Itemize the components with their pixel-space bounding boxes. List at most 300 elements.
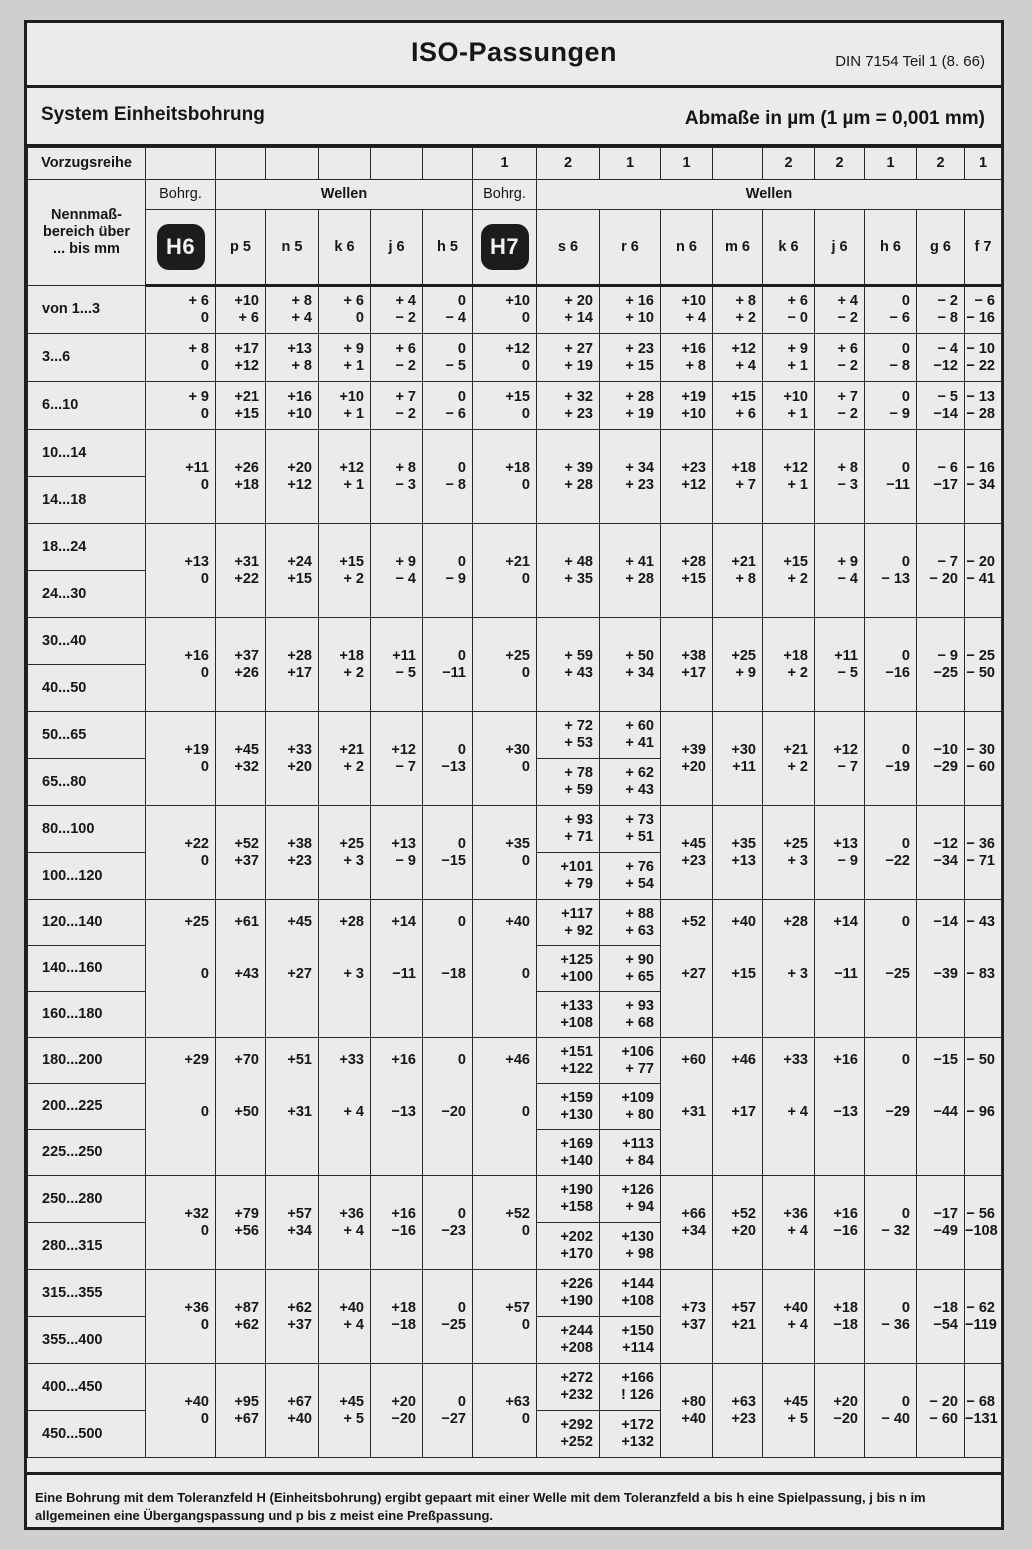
upper-deviation: +21 [783, 741, 808, 758]
upper-deviation: +21 [505, 553, 530, 570]
range-label: 40...50 [28, 665, 146, 712]
lower-deviation: −39 [933, 965, 958, 982]
deviation-cell [537, 992, 600, 1038]
deviation-cell [600, 806, 661, 853]
lower-deviation: − 4 [445, 310, 466, 326]
upper-deviation: +12 [339, 459, 364, 476]
upper-deviation: + 6 [395, 340, 416, 357]
upper-deviation: +15 [783, 553, 808, 570]
lower-deviation: + 43 [564, 664, 593, 681]
title-bar [27, 23, 1001, 88]
lower-deviation: − 5 [445, 357, 466, 374]
deviation-cell [319, 1270, 371, 1364]
deviation-cell [423, 382, 473, 430]
deviation-cell [965, 1038, 1002, 1084]
lower-deviation: + 2 [343, 758, 364, 775]
lower-deviation: −16 [391, 1222, 416, 1239]
deviation-cell [865, 430, 917, 524]
upper-deviation: + 93 [564, 812, 593, 828]
deviation-cell [537, 286, 600, 334]
lower-deviation: −13 [441, 758, 466, 775]
deviation-cell [713, 1084, 763, 1176]
bohrung-label-h7: Bohrg. [473, 180, 537, 210]
lower-deviation: + 28 [625, 570, 654, 587]
lower-deviation: −20 [833, 1410, 858, 1427]
deviation-cell [319, 946, 371, 1038]
deviation-cell [537, 1223, 600, 1270]
deviation-cell [917, 1364, 965, 1458]
table-row [28, 1270, 1002, 1317]
vorzugsreihe-cell: 1 [661, 148, 713, 180]
lower-deviation: + 1 [343, 476, 364, 493]
page-title: ISO-Passungen [410, 37, 618, 67]
range-label: 80...100 [28, 806, 146, 853]
lower-deviation: + 54 [625, 876, 654, 892]
lower-deviation: + 77 [625, 1060, 654, 1077]
deviation-cell [815, 382, 865, 430]
upper-deviation: − 10 [966, 340, 995, 357]
upper-deviation: 0 [457, 1052, 466, 1069]
upper-deviation: −15 [933, 1052, 958, 1069]
table-row [28, 900, 1002, 946]
upper-deviation: − 6 [937, 459, 958, 476]
deviation-cell [763, 618, 815, 712]
deviation-cell [815, 334, 865, 382]
lower-deviation: −12 [933, 357, 958, 374]
lower-deviation: +158 [560, 1199, 593, 1215]
deviation-cell [216, 334, 266, 382]
upper-deviation: + 34 [625, 459, 654, 476]
lower-deviation: + 15 [625, 357, 654, 374]
upper-deviation: +159 [560, 1089, 593, 1106]
deviation-cell [537, 806, 600, 853]
upper-deviation: +35 [731, 835, 756, 852]
deviation-cell [600, 1411, 661, 1458]
lower-deviation: −16 [885, 664, 910, 681]
lower-deviation: −27 [441, 1410, 466, 1427]
vorzugsreihe-cell: 1 [865, 148, 917, 180]
group-header-row [28, 180, 1002, 210]
deviation-cell [713, 382, 763, 430]
deviation-cell [600, 1084, 661, 1130]
deviation-cell [763, 1176, 815, 1270]
deviation-cell [371, 1270, 423, 1364]
deviation-cell [266, 1176, 319, 1270]
deviation-cell [473, 382, 537, 430]
lower-deviation: −17 [933, 476, 958, 493]
vorzugsreihe-cell: 2 [917, 148, 965, 180]
upper-deviation: +18 [339, 647, 364, 664]
deviation-cell [661, 334, 713, 382]
lower-deviation: + 4 [787, 1316, 808, 1333]
deviation-cell [216, 618, 266, 712]
deviation-cell [965, 334, 1002, 382]
upper-deviation: + 8 [395, 459, 416, 476]
upper-deviation: +18 [505, 459, 530, 476]
deviation-cell [146, 524, 216, 618]
upper-deviation: +15 [731, 388, 756, 405]
upper-deviation: 0 [457, 647, 466, 664]
upper-deviation: +16 [184, 647, 209, 664]
upper-deviation: +26 [234, 459, 259, 476]
deviation-cell [661, 900, 713, 946]
deviation-cell [865, 806, 917, 900]
table-row [28, 806, 1002, 853]
lower-deviation: − 2 [395, 357, 416, 374]
lower-deviation: + 2 [787, 664, 808, 681]
deviation-cell [661, 712, 713, 806]
deviation-cell [473, 1176, 537, 1270]
range-label: 200...225 [28, 1084, 146, 1130]
deviation-cell [319, 286, 371, 334]
deviation-cell [965, 1084, 1002, 1176]
deviation-cell [266, 946, 319, 1038]
lower-deviation: − 32 [881, 1222, 910, 1239]
vorzugsreihe-cell [423, 148, 473, 180]
lower-deviation: 0 [521, 1410, 530, 1427]
upper-deviation: +40 [184, 1393, 209, 1410]
bohrung-label-h6: Bohrg. [146, 180, 216, 210]
deviation-cell [917, 806, 965, 900]
lower-deviation: 0 [521, 1222, 530, 1239]
upper-deviation: +25 [783, 835, 808, 852]
upper-deviation: 0 [457, 388, 466, 405]
upper-deviation: +40 [505, 914, 530, 931]
range-label: 160...180 [28, 992, 146, 1038]
range-label: 140...160 [28, 946, 146, 992]
upper-deviation: +28 [339, 914, 364, 931]
vorzugsreihe-cell: 2 [815, 148, 865, 180]
lower-deviation: −11 [886, 476, 910, 493]
deviation-cell [371, 430, 423, 524]
lower-deviation: −25 [885, 965, 910, 982]
upper-deviation: +244 [560, 1323, 593, 1339]
shaft-header: p 5 [216, 210, 266, 286]
lower-deviation: +23 [681, 852, 706, 869]
deviation-cell [865, 1270, 917, 1364]
upper-deviation: +292 [560, 1417, 593, 1433]
upper-deviation: +15 [505, 388, 530, 405]
lower-deviation: −29 [885, 1103, 910, 1120]
upper-deviation: +101 [560, 859, 593, 875]
deviation-cell [600, 1270, 661, 1317]
deviation-cell [423, 430, 473, 524]
deviation-cell [423, 806, 473, 900]
upper-deviation: +45 [681, 835, 706, 852]
deviation-cell [216, 286, 266, 334]
deviation-cell [473, 1364, 537, 1458]
upper-deviation: 0 [901, 647, 910, 664]
range-label: 280...315 [28, 1223, 146, 1270]
lower-deviation: + 1 [343, 405, 364, 422]
upper-deviation: +73 [681, 1299, 706, 1316]
upper-deviation: +28 [783, 914, 808, 931]
lower-deviation: − 9 [837, 852, 858, 869]
lower-deviation: 0 [521, 965, 530, 982]
upper-deviation: +28 [287, 647, 312, 664]
deviation-cell [600, 946, 661, 992]
lower-deviation: + 28 [564, 476, 593, 493]
upper-deviation: +32 [184, 1205, 209, 1222]
shaft-header: s 6 [537, 210, 600, 286]
upper-deviation: +16 [833, 1205, 858, 1222]
upper-deviation: − 56 [966, 1205, 995, 1222]
deviation-cell [763, 430, 815, 524]
range-label: 180...200 [28, 1038, 146, 1084]
table-row [28, 524, 1002, 571]
lower-deviation: + 80 [625, 1106, 654, 1123]
upper-deviation: +57 [505, 1299, 530, 1316]
hole-h6-badge: H6 [157, 224, 205, 270]
deviation-cell [266, 712, 319, 806]
lower-deviation: + 8 [291, 357, 312, 374]
deviation-cell [763, 334, 815, 382]
upper-deviation: 0 [457, 459, 466, 476]
lower-deviation: +67 [234, 1410, 259, 1427]
upper-deviation: +190 [560, 1182, 593, 1198]
deviation-cell [537, 900, 600, 946]
lower-deviation: +23 [287, 852, 312, 869]
lower-deviation: +40 [681, 1410, 706, 1427]
deviation-cell [146, 806, 216, 900]
deviation-cell [423, 618, 473, 712]
deviation-cell [763, 712, 815, 806]
lower-deviation: + 63 [625, 922, 654, 939]
deviation-cell [661, 1364, 713, 1458]
lower-deviation: −131 [965, 1410, 998, 1427]
deviation-cell [146, 1084, 216, 1176]
upper-deviation: − 16 [966, 459, 995, 476]
upper-deviation: 0 [901, 835, 910, 852]
lower-deviation: +132 [621, 1434, 654, 1450]
upper-deviation: +38 [681, 647, 706, 664]
upper-deviation: +10 [234, 293, 259, 309]
deviation-cell [319, 618, 371, 712]
wellen-label-h6: Wellen [216, 180, 473, 210]
deviation-cell [216, 1176, 266, 1270]
upper-deviation: +33 [783, 1052, 808, 1069]
lower-deviation: − 50 [966, 664, 995, 681]
deviation-cell [917, 524, 965, 618]
range-label: 65...80 [28, 759, 146, 806]
deviation-cell [965, 382, 1002, 430]
deviation-cell [713, 1364, 763, 1458]
range-label: 30...40 [28, 618, 146, 665]
deviation-cell [266, 1364, 319, 1458]
deviation-cell [815, 524, 865, 618]
vorzugsreihe-cell [319, 148, 371, 180]
deviation-cell [815, 1176, 865, 1270]
deviation-cell [216, 900, 266, 946]
lower-deviation: + 2 [787, 758, 808, 775]
upper-deviation: +45 [783, 1393, 808, 1410]
units-label: Abmaße in µm (1 µm = 0,001 mm) [684, 108, 985, 129]
upper-deviation: +37 [234, 647, 259, 664]
lower-deviation: + 41 [625, 735, 654, 751]
upper-deviation: + 78 [564, 765, 593, 781]
upper-deviation: +126 [621, 1182, 654, 1198]
upper-deviation: +52 [234, 835, 259, 852]
deviation-cell [537, 1130, 600, 1176]
deviation-cell [815, 286, 865, 334]
deviation-cell [319, 524, 371, 618]
upper-deviation: +30 [505, 741, 530, 758]
deviation-cell [713, 286, 763, 334]
upper-deviation: − 43 [966, 914, 995, 931]
deviation-cell [713, 712, 763, 806]
upper-deviation: +21 [339, 741, 364, 758]
upper-deviation: +21 [731, 553, 756, 570]
lower-deviation: +43 [234, 965, 259, 982]
shaft-header: f 7 [965, 210, 1002, 286]
deviation-cell [319, 1084, 371, 1176]
deviation-cell [473, 430, 537, 524]
upper-deviation: +23 [681, 459, 706, 476]
deviation-cell [917, 334, 965, 382]
lower-deviation: + 2 [343, 570, 364, 587]
deviation-cell [473, 618, 537, 712]
deviation-cell [600, 1317, 661, 1364]
deviation-cell [600, 759, 661, 806]
upper-deviation: − 6 [974, 293, 995, 309]
upper-deviation: +87 [234, 1299, 259, 1316]
range-label: 14...18 [28, 477, 146, 524]
lower-deviation: 0 [200, 852, 209, 869]
deviation-cell [865, 286, 917, 334]
lower-deviation: − 6 [445, 405, 466, 422]
upper-deviation: 0 [901, 388, 910, 405]
upper-deviation: 0 [901, 553, 910, 570]
deviation-cell [865, 1176, 917, 1270]
deviation-cell [537, 946, 600, 992]
upper-deviation: 0 [457, 553, 466, 570]
lower-deviation: +56 [234, 1222, 259, 1239]
lower-deviation: + 7 [735, 476, 756, 493]
upper-deviation: + 8 [837, 459, 858, 476]
lower-deviation: −44 [933, 1103, 958, 1120]
range-label: 24...30 [28, 571, 146, 618]
upper-deviation: +61 [234, 914, 259, 931]
deviation-cell [965, 1176, 1002, 1270]
table-row [28, 286, 1002, 334]
upper-deviation: 0 [901, 1052, 910, 1069]
lower-deviation: − 60 [929, 1410, 958, 1427]
deviation-cell [319, 430, 371, 524]
upper-deviation: +31 [234, 553, 259, 570]
upper-deviation: − 62 [966, 1299, 995, 1316]
upper-deviation: 0 [901, 1299, 910, 1316]
deviation-cell [865, 524, 917, 618]
deviation-cell [371, 1176, 423, 1270]
deviation-cell [266, 806, 319, 900]
lower-deviation: − 5 [837, 664, 858, 681]
upper-deviation: +13 [287, 340, 312, 357]
lower-deviation: + 4 [787, 1103, 808, 1120]
deviation-cell [815, 430, 865, 524]
upper-deviation: + 9 [787, 340, 808, 357]
deviation-cell [266, 1084, 319, 1176]
upper-deviation: +12 [833, 741, 858, 758]
deviation-cell [319, 1364, 371, 1458]
deviation-cell [865, 382, 917, 430]
deviation-cell [423, 1270, 473, 1364]
deviation-cell [537, 759, 600, 806]
lower-deviation: 0 [200, 476, 209, 493]
lower-deviation: − 8 [445, 476, 466, 493]
deviation-cell [423, 1084, 473, 1176]
lower-deviation: − 41 [966, 570, 995, 587]
deviation-cell [371, 1084, 423, 1176]
lower-deviation: 0 [200, 405, 209, 422]
upper-deviation: +52 [505, 1205, 530, 1222]
lower-deviation: −22 [885, 852, 910, 869]
upper-deviation: + 9 [188, 388, 209, 405]
deviation-cell [763, 1084, 815, 1176]
deviation-cell [600, 1130, 661, 1176]
upper-deviation: +39 [681, 741, 706, 758]
deviation-cell [713, 524, 763, 618]
upper-deviation: −14 [933, 914, 958, 931]
table-row [28, 1176, 1002, 1223]
upper-deviation: + 59 [564, 647, 593, 664]
deviation-cell [319, 712, 371, 806]
lower-deviation: − 22 [966, 357, 995, 374]
shaft-header: h 5 [423, 210, 473, 286]
lower-deviation: + 4 [343, 1316, 364, 1333]
deviation-cell [815, 1270, 865, 1364]
deviation-cell [600, 286, 661, 334]
lower-deviation: − 9 [445, 570, 466, 587]
lower-deviation: + 8 [735, 570, 756, 587]
lower-deviation: +252 [560, 1434, 593, 1450]
lower-deviation: + 3 [787, 852, 808, 869]
lower-deviation: + 4 [291, 310, 312, 326]
deviation-cell [537, 334, 600, 382]
upper-deviation: 0 [901, 1393, 910, 1410]
lower-deviation: −18 [391, 1316, 416, 1333]
deviation-cell [661, 524, 713, 618]
vorzugsreihe-cell: 1 [600, 148, 661, 180]
lower-deviation: − 5 [395, 664, 416, 681]
lower-deviation: +23 [731, 1410, 756, 1427]
deviation-cell [815, 618, 865, 712]
upper-deviation: + 32 [564, 388, 593, 405]
upper-deviation: +10 [681, 293, 706, 309]
deviation-cell [600, 1038, 661, 1084]
lower-deviation: +15 [681, 570, 706, 587]
deviation-cell [763, 1364, 815, 1458]
lower-deviation: +34 [681, 1222, 706, 1239]
lower-deviation: +21 [731, 1316, 756, 1333]
lower-deviation: 0 [521, 758, 530, 775]
lower-deviation: +31 [681, 1103, 706, 1120]
lower-deviation: − 0 [787, 310, 808, 326]
upper-deviation: − 5 [937, 388, 958, 405]
upper-deviation: − 20 [929, 1393, 958, 1410]
deviation-cell [965, 900, 1002, 946]
deviation-cell [146, 712, 216, 806]
upper-deviation: + 62 [625, 765, 654, 781]
lower-deviation: 0 [521, 310, 530, 326]
upper-deviation: +19 [681, 388, 706, 405]
lower-deviation: +40 [287, 1410, 312, 1427]
deviation-cell [713, 1176, 763, 1270]
upper-deviation: 0 [457, 1393, 466, 1410]
upper-deviation: +57 [731, 1299, 756, 1316]
deviation-cell [600, 712, 661, 759]
upper-deviation: 0 [901, 340, 910, 357]
lower-deviation: − 2 [395, 310, 416, 326]
